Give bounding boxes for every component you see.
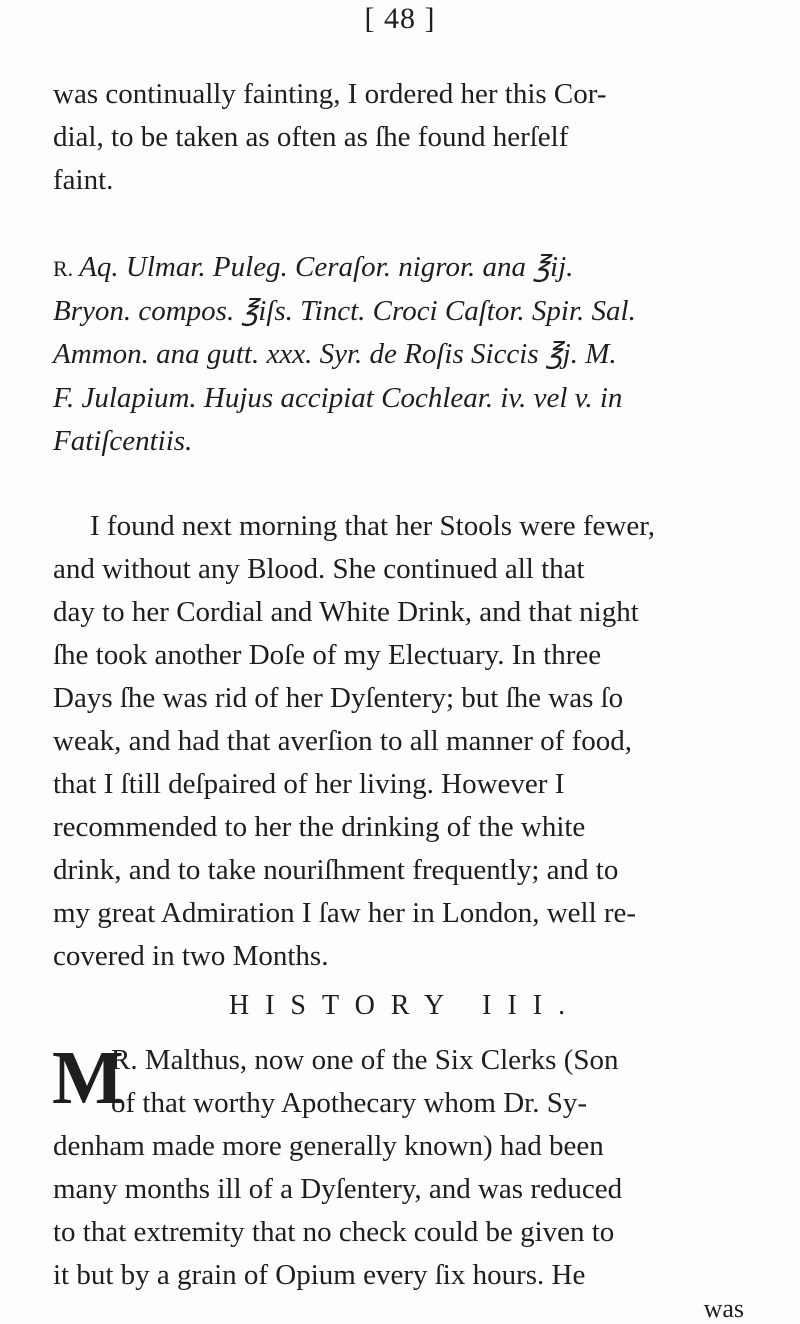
text-line: R. Malthus, now one of the Six Clerks (Son <box>111 1044 619 1076</box>
recipe-line <box>53 253 573 282</box>
drop-cap: M <box>52 1036 124 1120</box>
text-line: day to her Cordial and White Drink, and that night <box>53 596 639 628</box>
recipe-line: Bryon. compos. ℥iſs. Tinct. Croci Caſtor. Spir. Sal. <box>53 295 636 327</box>
text-line: weak, and had that averſion to all manner of food, <box>53 725 632 757</box>
text-line: faint. <box>53 164 114 196</box>
text-line: ſhe took another Doſe of my Electuary. In three <box>53 639 602 671</box>
recipe-symbol: R. <box>53 256 74 281</box>
text-line: and without any Blood. She continued all that <box>53 553 585 585</box>
catchword: was <box>703 1294 744 1323</box>
recipe-line: Fatiſcentiis. <box>53 425 193 457</box>
recipe-line: F. Julapium. Hujus accipiat Cochlear. iv. vel v. in <box>53 382 623 414</box>
text-line: Days ſhe was rid of her Dyſentery; but ſhe was ſo <box>53 682 624 714</box>
text-line: covered in two Months. <box>53 940 329 972</box>
recipe-line: Ammon. ana gutt. xxx. Syr. de Roſis Siccis ℥j. M. <box>53 338 617 370</box>
text-line: dial, to be taken as often as ſhe found herſelf <box>53 121 569 153</box>
text-line: it but by a grain of Opium every ſix hours. He <box>53 1259 586 1291</box>
text-line: denham made more generally known) had been <box>53 1130 604 1162</box>
text-line: to that extremity that no check could be given to <box>53 1216 615 1248</box>
text-line: of that worthy Apothecary whom Dr. Sy- <box>111 1087 588 1119</box>
page-number: [ 48 ] <box>364 2 436 35</box>
text-line: drink, and to take nouriſhment frequently; and to <box>53 854 619 886</box>
text-line: recommended to her the drinking of the white <box>53 811 586 843</box>
text-line: many months ill of a Dyſentery, and was reduced <box>53 1173 623 1205</box>
text-line: that I ſtill deſpaired of her living. However I <box>53 768 565 800</box>
recipe-text: Aq. Ulmar. Puleg. Ceraſor. nigror. ana ℥ij. <box>79 251 574 283</box>
text-line: my great Admiration I ſaw her in London, well re- <box>53 897 637 929</box>
text-line: I found next morning that her Stools were fewer, <box>90 510 655 542</box>
section-heading: HISTORY III. <box>228 990 582 1021</box>
text-line: was continually fainting, I ordered her this Cor- <box>53 78 607 110</box>
